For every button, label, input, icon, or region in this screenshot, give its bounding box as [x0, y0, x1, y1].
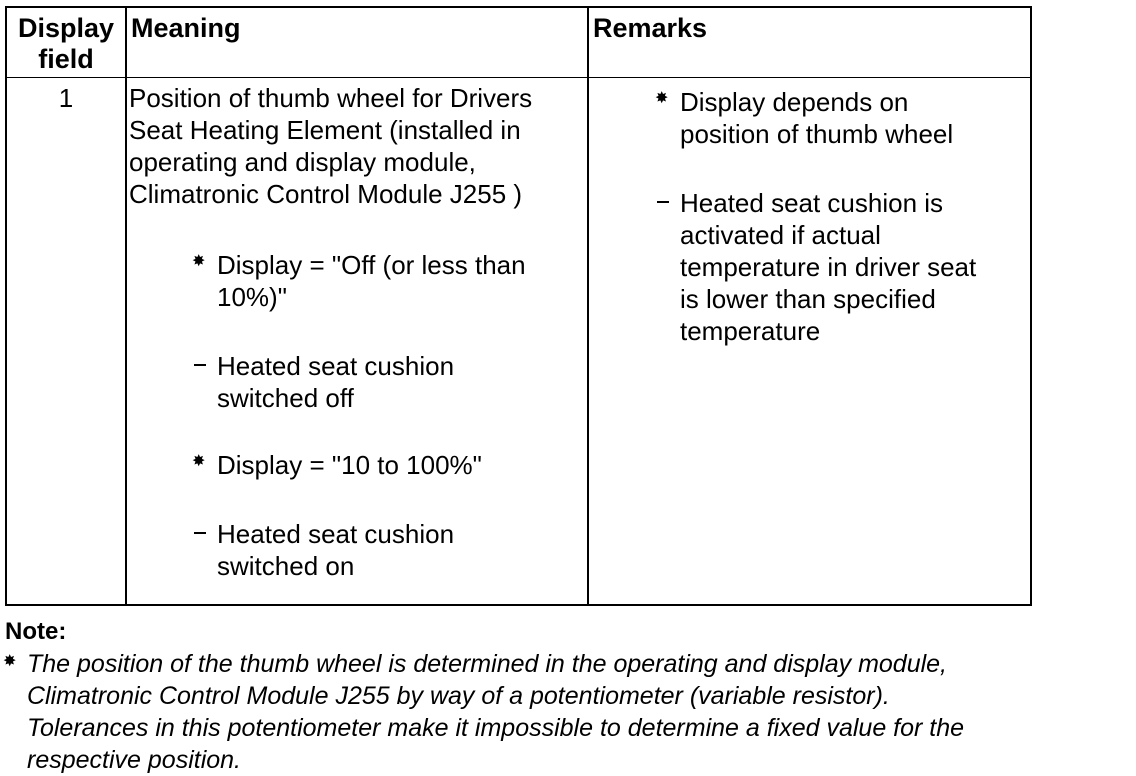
header-meaning: Meaning [131, 13, 241, 43]
meaning-line: Position of thumb wheel for Drivers [129, 83, 533, 113]
item-line: is lower than specified [680, 284, 936, 314]
dash-icon [657, 201, 669, 203]
note-text [27, 648, 964, 776]
item-line: Heated seat cushion [217, 351, 455, 381]
header-remarks: Remarks [593, 13, 708, 43]
bullet-icon: ✸ [192, 253, 206, 270]
remarks-item-text [680, 86, 953, 150]
meaning-item-text [217, 249, 526, 313]
dash-icon [194, 364, 206, 366]
display-field-table [5, 6, 1032, 606]
bullet-icon: ✸ [3, 653, 17, 670]
item-line: switched off [217, 383, 354, 413]
header-divider [7, 77, 1030, 78]
item-line: Display = "10 to 100%" [217, 450, 482, 480]
column-divider [125, 8, 127, 604]
remarks-item-text [680, 187, 976, 347]
dash-icon [194, 532, 206, 534]
header-display-field-line: Display [17, 13, 115, 43]
meaning-line: operating and display module, [129, 147, 476, 177]
note-line: The position of the thumb wheel is determined in the operating and display module, [27, 650, 948, 678]
item-line: Display depends on [680, 87, 909, 117]
note-line: Tolerances in this potentiometer make it impossible to determine a fixed value for the [27, 714, 965, 742]
item-line: switched on [217, 551, 355, 581]
item-line: activated if actual [680, 220, 881, 250]
meaning-item-text [217, 518, 454, 582]
display-field-value: 1 [58, 83, 74, 113]
item-line: Heated seat cushion is [680, 188, 944, 218]
bullet-icon: ✸ [192, 453, 206, 470]
item-line: Display = "Off (or less than [217, 250, 526, 280]
meaning-line: Seat Heating Element (installed in [129, 115, 521, 145]
column-divider [587, 8, 589, 604]
item-line: temperature in driver seat [680, 252, 977, 282]
header-display-field-line: field [38, 44, 94, 74]
meaning-item-text [217, 449, 482, 481]
note-line: respective position. [27, 746, 242, 774]
item-line: temperature [680, 316, 821, 346]
meaning-description [129, 82, 532, 210]
item-line: 10%)" [217, 282, 287, 312]
note-title: Note: [5, 618, 67, 645]
header-display-field [7, 13, 125, 75]
bullet-icon: ✸ [655, 90, 669, 107]
item-line: Heated seat cushion [217, 519, 455, 549]
meaning-item-text [217, 350, 454, 414]
note-line: Climatronic Control Module J255 by way of a potentiometer (variable resistor). [27, 682, 890, 710]
item-line: position of thumb wheel [680, 119, 954, 149]
meaning-line: Climatronic Control Module J255 ) [129, 179, 523, 209]
